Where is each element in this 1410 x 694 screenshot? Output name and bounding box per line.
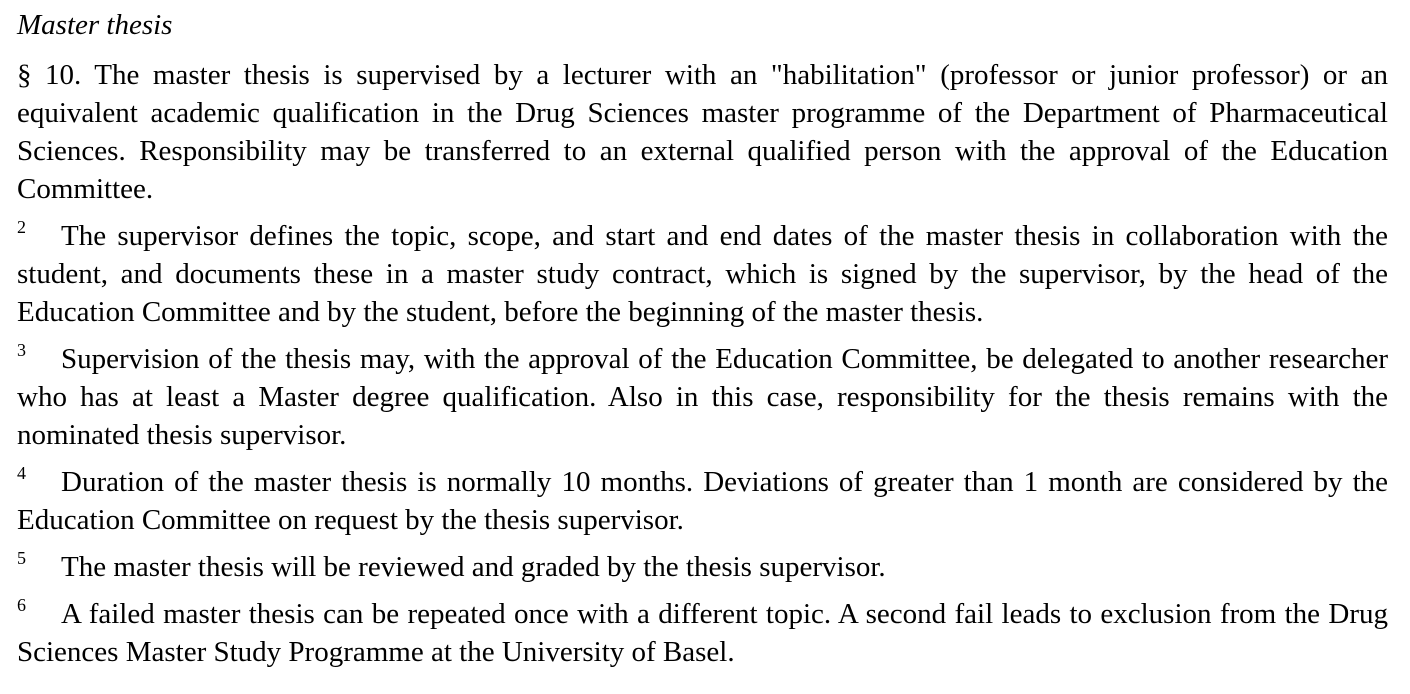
paragraph-text: The master thesis will be reviewed and graded by the thesis supervisor.	[61, 551, 886, 583]
paragraph-3: 3 Supervision of the thesis may, with the approval of the Education Committee, be delegated to another researcher who has at least a Master degree qualification. Also in this case, responsibility for the thesis remains with the nominated thesis supervisor.	[17, 340, 1388, 451]
paragraph-1	[17, 56, 1388, 208]
paragraph-text: Supervision of the thesis may, with the approval of the Education Committee, be delegated to another researcher who has at least a Master degree qualification. Also in this case, responsibility for the thesis remains with the nominated thesis supervisor.	[17, 343, 1388, 451]
paragraph-2: 2 The supervisor defines the topic, scope, and start and end dates of the master thesis in collaboration with the student, and documents these in a master study contract, which is signed by the supervisor, by the head of the Education Committee and by the student, before the beginning of the master thesis.	[17, 217, 1388, 328]
paragraph-6: 6 A failed master thesis can be repeated once with a different topic. A second fail leads to exclusion from the Drug Sciences Master Study Programme at the University of Basel.	[17, 595, 1388, 668]
paragraph-4: 4 Duration of the master thesis is normally 10 months. Deviations of greater than 1 month are considered by the Education Committee on request by the thesis supervisor.	[17, 463, 1388, 536]
paragraph-5: 5 The master thesis will be reviewed and graded by the thesis supervisor.	[17, 548, 886, 583]
section-heading: Master thesis	[17, 9, 173, 41]
document-page	[17, 6, 1388, 671]
paragraph-text: Duration of the master thesis is normally 10 months. Deviations of greater than 1 month are considered by the Education Committee on request by the thesis supervisor.	[17, 466, 1388, 536]
paragraph-text: A failed master thesis can be repeated once with a different topic. A second fail leads to exclusion from the Drug Sciences Master Study Programme at the University of Basel.	[17, 598, 1388, 668]
paragraph-text: § 10. The master thesis is supervised by a lecturer with an "habilitation" (professor or junior professor) or an equivalent academic qualification in the Drug Sciences master programme of the Department of Pharmaceutical Sciences. Responsibility may be transferred to an external qualified person with the approval of the Education Committee.	[17, 59, 1388, 205]
paragraph-text: The supervisor defines the topic, scope, and start and end dates of the master thesis in collaboration with the student, and documents these in a master study contract, which is signed by the supervisor, by the head of the Education Committee and by the student, before the beginning of the master thesis.	[17, 220, 1388, 328]
